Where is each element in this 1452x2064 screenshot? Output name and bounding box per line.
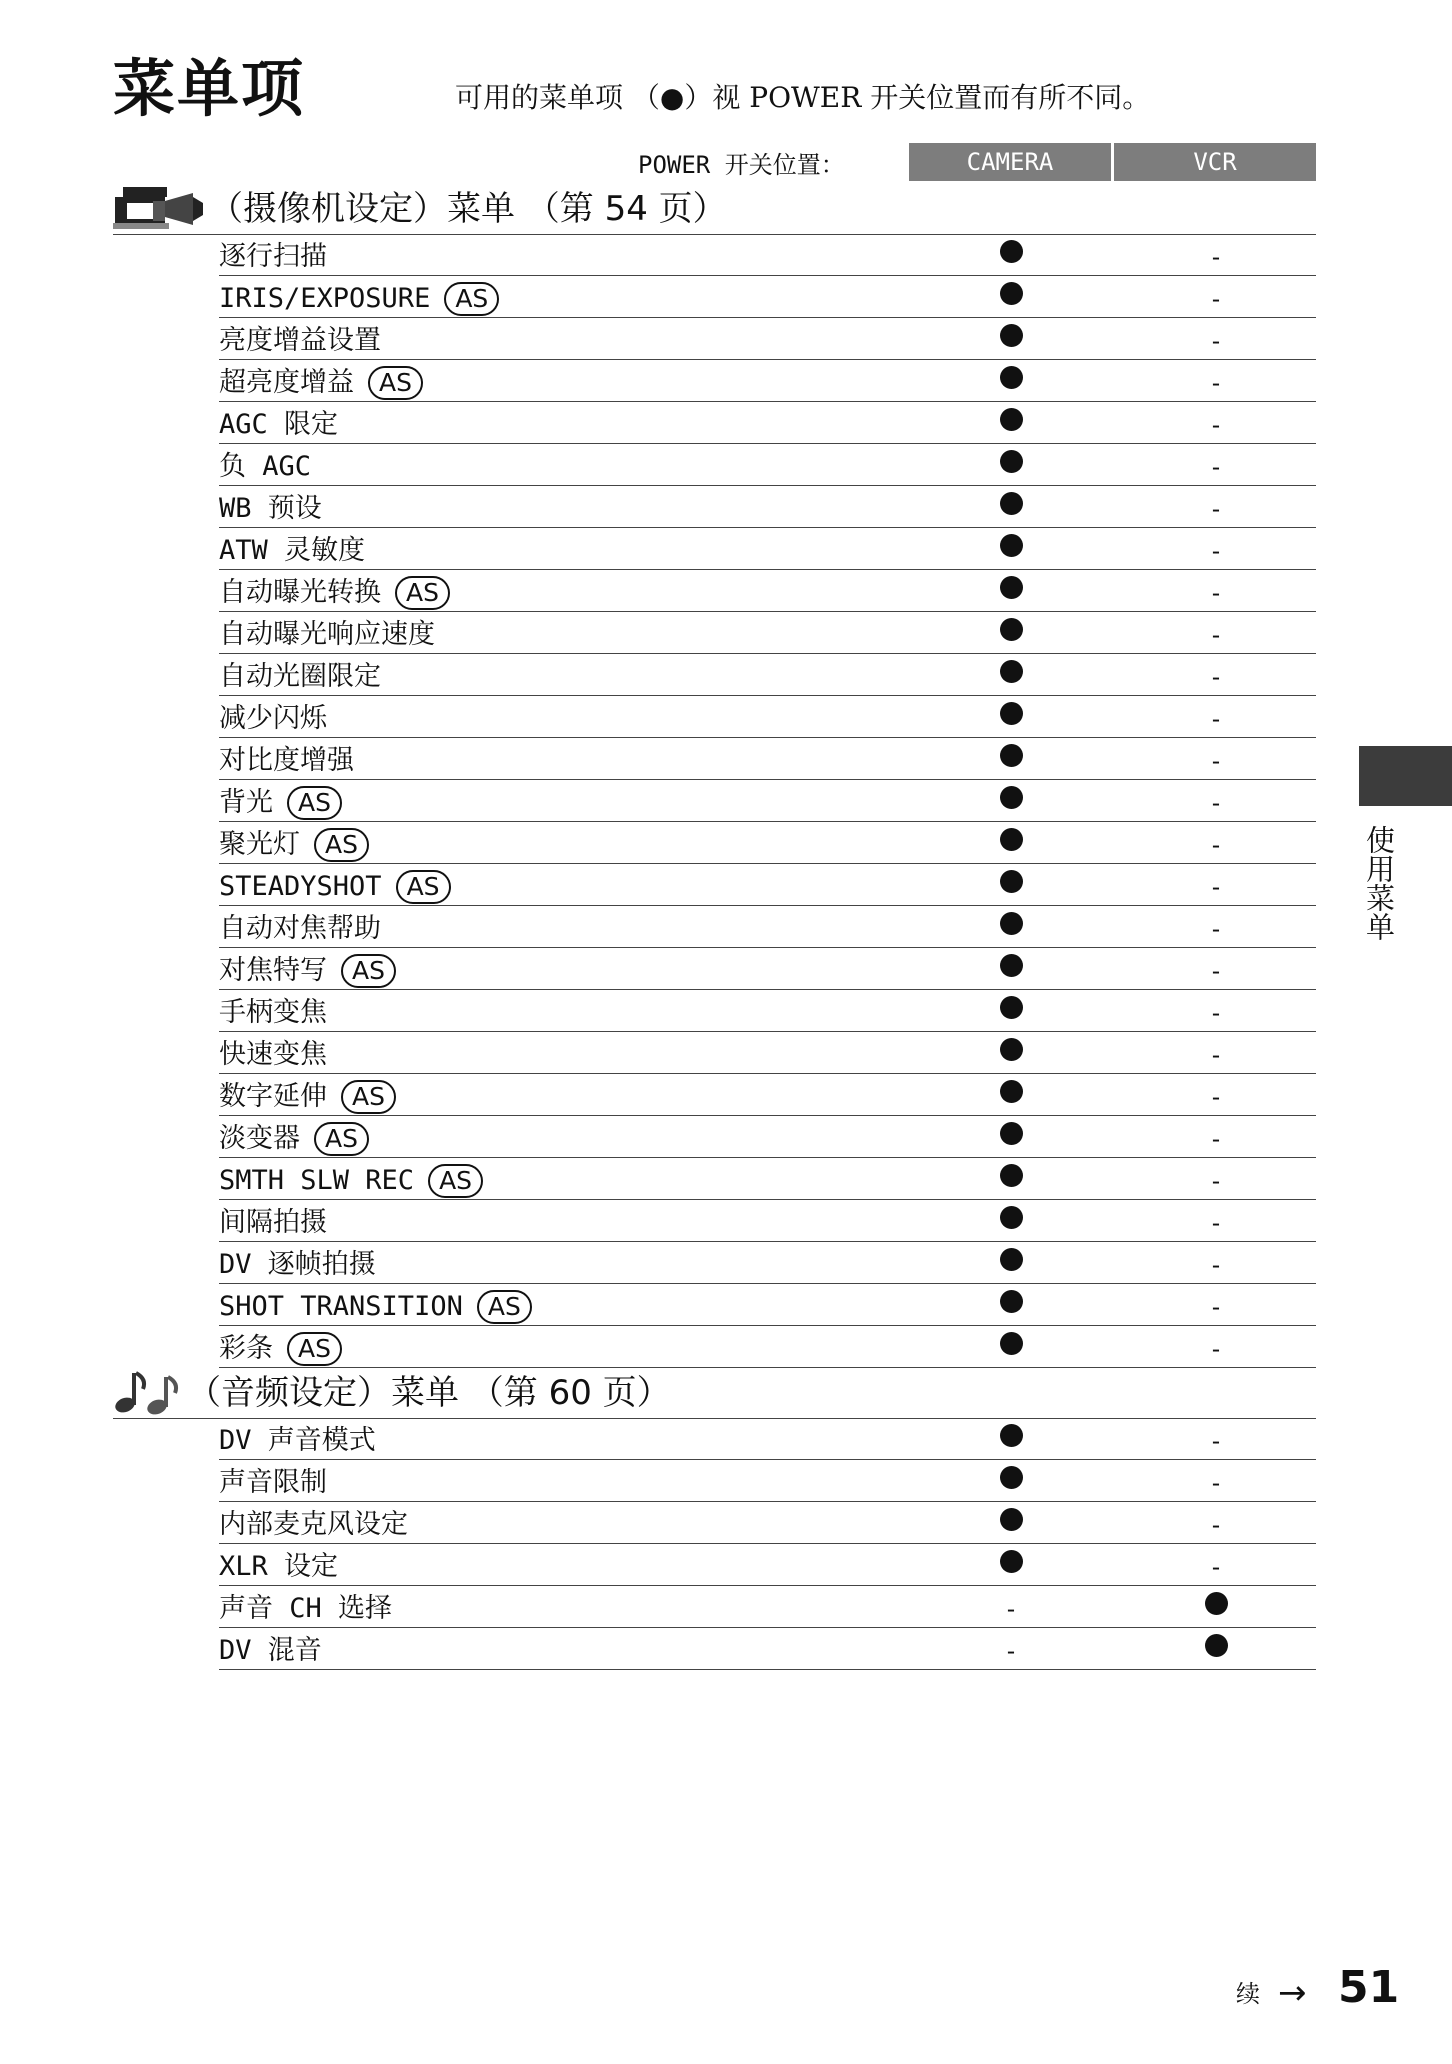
- vcr-availability: [1114, 1628, 1318, 1670]
- as-badge: AS: [396, 870, 451, 904]
- arrow-right-icon: →: [1278, 1973, 1307, 2013]
- menu-item-name: STEADYSHOT AS: [219, 870, 451, 904]
- unavailable-dash: -: [1208, 327, 1224, 355]
- table-row: [219, 1502, 1316, 1544]
- unavailable-dash: -: [1208, 873, 1224, 901]
- vcr-availability: [1114, 1544, 1318, 1586]
- camera-availability: [909, 444, 1113, 486]
- menu-item-name: 背光 AS: [219, 786, 342, 820]
- table-row: [219, 780, 1316, 822]
- menu-item-name: 聚光灯 AS: [219, 828, 369, 862]
- vcr-availability: [1114, 528, 1318, 570]
- vcr-availability: [1114, 1284, 1318, 1326]
- menu-item-name: DV 声音模式: [219, 1425, 376, 1456]
- menu-item-name: 对焦特写 AS: [219, 954, 396, 988]
- menu-item-name: WB 预设: [219, 493, 322, 524]
- available-dot: [1000, 408, 1023, 431]
- vcr-availability: [1114, 738, 1318, 780]
- table-row: [219, 318, 1316, 360]
- camera-availability: [909, 822, 1113, 864]
- vcr-availability: [1114, 948, 1318, 990]
- table-row: [219, 990, 1316, 1032]
- page-number: 51: [1338, 1962, 1400, 2013]
- available-dot: [1000, 1424, 1023, 1447]
- available-dot: [1000, 786, 1023, 809]
- vcr-availability: [1114, 318, 1318, 360]
- menu-item-name: 手柄变焦: [219, 997, 327, 1028]
- table-row: [219, 486, 1316, 528]
- vcr-availability: [1114, 1116, 1318, 1158]
- menu-item-name: AGC 限定: [219, 409, 339, 440]
- camera-availability: [909, 1284, 1113, 1326]
- camera-availability: [909, 1586, 1113, 1628]
- menu-item-name: SHOT TRANSITION AS: [219, 1290, 532, 1324]
- available-dot: [1000, 912, 1023, 935]
- music-notes-icon: [113, 1367, 183, 1419]
- unavailable-dash: -: [1208, 411, 1224, 439]
- camera-availability: [909, 1502, 1113, 1544]
- available-dot: [1000, 1332, 1023, 1355]
- available-dot: [1000, 702, 1023, 725]
- available-dot: [1000, 324, 1023, 347]
- table-row: [219, 1032, 1316, 1074]
- section-title: （音频设定）菜单 （第 60 页）: [187, 1373, 671, 1413]
- section-heading-audio-settings: [113, 1368, 1316, 1419]
- available-dot: [1000, 1164, 1023, 1187]
- table-row: [219, 864, 1316, 906]
- table-row: [219, 1418, 1316, 1460]
- as-badge: AS: [287, 786, 342, 820]
- vcr-availability: [1114, 402, 1318, 444]
- available-dot: [1000, 366, 1023, 389]
- table-row: [219, 234, 1316, 276]
- vcr-availability: [1114, 486, 1318, 528]
- vcr-availability: [1114, 780, 1318, 822]
- vcr-availability: [1114, 276, 1318, 318]
- camera-availability: [909, 780, 1113, 822]
- as-badge: AS: [287, 1332, 342, 1366]
- as-badge: AS: [428, 1164, 483, 1198]
- unavailable-dash: -: [1208, 663, 1224, 691]
- camera-availability: [909, 1628, 1113, 1670]
- vcr-availability: [1114, 1502, 1318, 1544]
- menu-item-name: 自动对焦帮助: [219, 913, 381, 944]
- menu-item-name: 减少闪烁: [219, 703, 327, 734]
- menu-item-name: 自动曝光转换 AS: [219, 576, 450, 610]
- available-dot: [1000, 1508, 1023, 1531]
- table-row: [219, 1326, 1316, 1368]
- unavailable-dash: -: [1208, 1125, 1224, 1153]
- table-row: [219, 570, 1316, 612]
- camera-availability: [909, 1158, 1113, 1200]
- menu-item-name: 彩条 AS: [219, 1332, 342, 1366]
- camera-availability: [909, 1074, 1113, 1116]
- available-dot: [1000, 618, 1023, 641]
- vcr-availability: [1114, 654, 1318, 696]
- unavailable-dash: -: [1208, 1209, 1224, 1237]
- menu-item-name: 亮度增益设置: [219, 325, 381, 356]
- table-row: [219, 1200, 1316, 1242]
- vcr-availability: [1114, 1460, 1318, 1502]
- unavailable-dash: -: [1208, 1083, 1224, 1111]
- vcr-availability: [1114, 1200, 1318, 1242]
- unavailable-dash: -: [1208, 1469, 1224, 1497]
- power-switch-label: POWER 开关位置：: [638, 151, 845, 179]
- camera-availability: [909, 276, 1113, 318]
- camera-availability: [909, 738, 1113, 780]
- camera-availability: [909, 1116, 1113, 1158]
- as-badge: AS: [368, 366, 423, 400]
- unavailable-dash: -: [1208, 243, 1224, 271]
- menu-item-name: 负 AGC: [219, 451, 312, 482]
- unavailable-dash: -: [1208, 747, 1224, 775]
- menu-item-name: 逐行扫描: [219, 241, 327, 272]
- as-badge: AS: [341, 954, 396, 988]
- vcr-availability: [1114, 1242, 1318, 1284]
- camera-availability: [909, 1326, 1113, 1368]
- camera-availability: [909, 1418, 1113, 1460]
- available-dot: [1000, 1080, 1023, 1103]
- menu-item-name: DV 混音: [219, 1635, 322, 1666]
- camera-settings-table: [219, 234, 1316, 1368]
- menu-item-name: 超亮度增益 AS: [219, 366, 423, 400]
- available-dot: [1000, 870, 1023, 893]
- menu-item-name: SMTH SLW REC AS: [219, 1164, 483, 1198]
- available-dot: [1000, 576, 1023, 599]
- unavailable-dash: -: [1208, 999, 1224, 1027]
- vcr-availability: [1114, 906, 1318, 948]
- column-header-vcr: VCR: [1114, 143, 1316, 181]
- menu-item-name: DV 逐帧拍摄: [219, 1249, 376, 1280]
- camera-availability: [909, 486, 1113, 528]
- table-row: [219, 444, 1316, 486]
- unavailable-dash: -: [1208, 957, 1224, 985]
- available-dot: [1000, 534, 1023, 557]
- unavailable-dash: -: [1208, 495, 1224, 523]
- menu-item-name: 快速变焦: [219, 1039, 327, 1070]
- menu-item-name: 内部麦克风设定: [219, 1509, 408, 1540]
- vcr-availability: [1114, 822, 1318, 864]
- unavailable-dash: -: [1208, 1511, 1224, 1539]
- menu-item-name: 间隔拍摄: [219, 1207, 327, 1238]
- vcr-availability: [1114, 1418, 1318, 1460]
- vcr-availability: [1114, 234, 1318, 276]
- as-badge: AS: [314, 1122, 369, 1156]
- menu-item-name: 自动光圈限定: [219, 661, 381, 692]
- as-badge: AS: [341, 1080, 396, 1114]
- as-badge: AS: [477, 1290, 532, 1324]
- vcr-availability: [1114, 612, 1318, 654]
- available-dot: [1000, 996, 1023, 1019]
- camera-availability: [909, 570, 1113, 612]
- table-row: [219, 1284, 1316, 1326]
- unavailable-dash: -: [1208, 579, 1224, 607]
- column-header-camera: CAMERA: [909, 143, 1111, 181]
- available-dot: [1000, 1290, 1023, 1313]
- available-dot: [1000, 240, 1023, 263]
- camera-availability: [909, 360, 1113, 402]
- menu-item-name: ATW 灵敏度: [219, 535, 366, 566]
- camera-availability: [909, 864, 1113, 906]
- table-row: [219, 1544, 1316, 1586]
- menu-item-name: XLR 设定: [219, 1551, 339, 1582]
- section-title: （摄像机设定）菜单 （第 54 页）: [209, 189, 727, 229]
- section-tab-marker: [1359, 746, 1452, 806]
- camera-availability: [909, 612, 1113, 654]
- available-dot: [1000, 660, 1023, 683]
- as-badge: AS: [444, 282, 499, 316]
- unavailable-dash: -: [1208, 1251, 1224, 1279]
- as-badge: AS: [395, 576, 450, 610]
- table-row: [219, 1460, 1316, 1502]
- menu-item-name: 淡变器 AS: [219, 1122, 369, 1156]
- unavailable-dash: -: [1208, 1335, 1224, 1363]
- camera-availability: [909, 402, 1113, 444]
- page-subtitle: 可用的菜单项 （●）视 POWER 开关位置而有所不同。: [455, 81, 1151, 114]
- camera-availability: [909, 1200, 1113, 1242]
- unavailable-dash: -: [1208, 453, 1224, 481]
- table-row: [219, 948, 1316, 990]
- audio-settings-table: [219, 1418, 1316, 1670]
- vcr-availability: [1114, 1032, 1318, 1074]
- table-row: [219, 1158, 1316, 1200]
- camera-availability: [909, 1032, 1113, 1074]
- camera-availability: [909, 528, 1113, 570]
- camera-availability: [909, 990, 1113, 1032]
- vcr-availability: [1114, 1158, 1318, 1200]
- table-row: [219, 612, 1316, 654]
- unavailable-dash: -: [1208, 285, 1224, 313]
- camera-availability: [909, 1460, 1113, 1502]
- menu-item-name: 对比度增强: [219, 745, 354, 776]
- vcr-availability: [1114, 1074, 1318, 1116]
- available-dot: [1000, 954, 1023, 977]
- unavailable-dash: -: [1003, 1637, 1019, 1665]
- menu-item-name: 声音 CH 选择: [219, 1593, 393, 1624]
- unavailable-dash: -: [1208, 1041, 1224, 1069]
- section-heading-camera-settings: [113, 184, 1316, 235]
- table-row: [219, 654, 1316, 696]
- table-row: [219, 906, 1316, 948]
- side-tab-label: 使用菜单: [1362, 825, 1396, 941]
- table-row: [219, 276, 1316, 318]
- unavailable-dash: -: [1208, 621, 1224, 649]
- as-badge: AS: [314, 828, 369, 862]
- continued-label: 续: [1236, 1980, 1260, 2008]
- camera-availability: [909, 948, 1113, 990]
- table-row: [219, 1116, 1316, 1158]
- unavailable-dash: -: [1208, 1427, 1224, 1455]
- unavailable-dash: -: [1208, 1167, 1224, 1195]
- vcr-availability: [1114, 1326, 1318, 1368]
- menu-item-name: IRIS/EXPOSURE AS: [219, 282, 499, 316]
- vcr-availability: [1114, 360, 1318, 402]
- unavailable-dash: -: [1003, 1595, 1019, 1623]
- table-row: [219, 1074, 1316, 1116]
- unavailable-dash: -: [1208, 1553, 1224, 1581]
- unavailable-dash: -: [1208, 831, 1224, 859]
- available-dot: [1000, 492, 1023, 515]
- menu-item-name: 数字延伸 AS: [219, 1080, 396, 1114]
- available-dot: [1000, 1122, 1023, 1145]
- available-dot: [1000, 450, 1023, 473]
- vcr-availability: [1114, 570, 1318, 612]
- table-row: [219, 696, 1316, 738]
- table-row: [219, 528, 1316, 570]
- available-dot: [1205, 1634, 1228, 1657]
- available-dot: [1000, 1248, 1023, 1271]
- camera-icon: [113, 183, 205, 235]
- table-row: [219, 1242, 1316, 1284]
- available-dot: [1205, 1592, 1228, 1615]
- camera-availability: [909, 1242, 1113, 1284]
- table-row: [219, 738, 1316, 780]
- available-dot: [1000, 1206, 1023, 1229]
- menu-item-name: 自动曝光响应速度: [219, 619, 435, 650]
- available-dot: [1000, 1038, 1023, 1061]
- camera-availability: [909, 1544, 1113, 1586]
- table-row: [219, 822, 1316, 864]
- available-dot: [1000, 828, 1023, 851]
- camera-availability: [909, 234, 1113, 276]
- menu-item-name: 声音限制: [219, 1467, 327, 1498]
- camera-availability: [909, 654, 1113, 696]
- camera-availability: [909, 906, 1113, 948]
- unavailable-dash: -: [1208, 789, 1224, 817]
- unavailable-dash: -: [1208, 1293, 1224, 1321]
- table-row: [219, 360, 1316, 402]
- unavailable-dash: -: [1208, 537, 1224, 565]
- table-row: [219, 402, 1316, 444]
- available-dot: [1000, 744, 1023, 767]
- vcr-availability: [1114, 990, 1318, 1032]
- unavailable-dash: -: [1208, 915, 1224, 943]
- vcr-availability: [1114, 444, 1318, 486]
- vcr-availability: [1114, 864, 1318, 906]
- table-row: [219, 1586, 1316, 1628]
- camera-availability: [909, 318, 1113, 360]
- unavailable-dash: -: [1208, 369, 1224, 397]
- table-row: [219, 1628, 1316, 1670]
- available-dot: [1000, 1466, 1023, 1489]
- camera-availability: [909, 696, 1113, 738]
- page-title: 菜单项: [113, 52, 306, 125]
- vcr-availability: [1114, 696, 1318, 738]
- vcr-availability: [1114, 1586, 1318, 1628]
- available-dot: [1000, 282, 1023, 305]
- unavailable-dash: -: [1208, 705, 1224, 733]
- available-dot: [1000, 1550, 1023, 1573]
